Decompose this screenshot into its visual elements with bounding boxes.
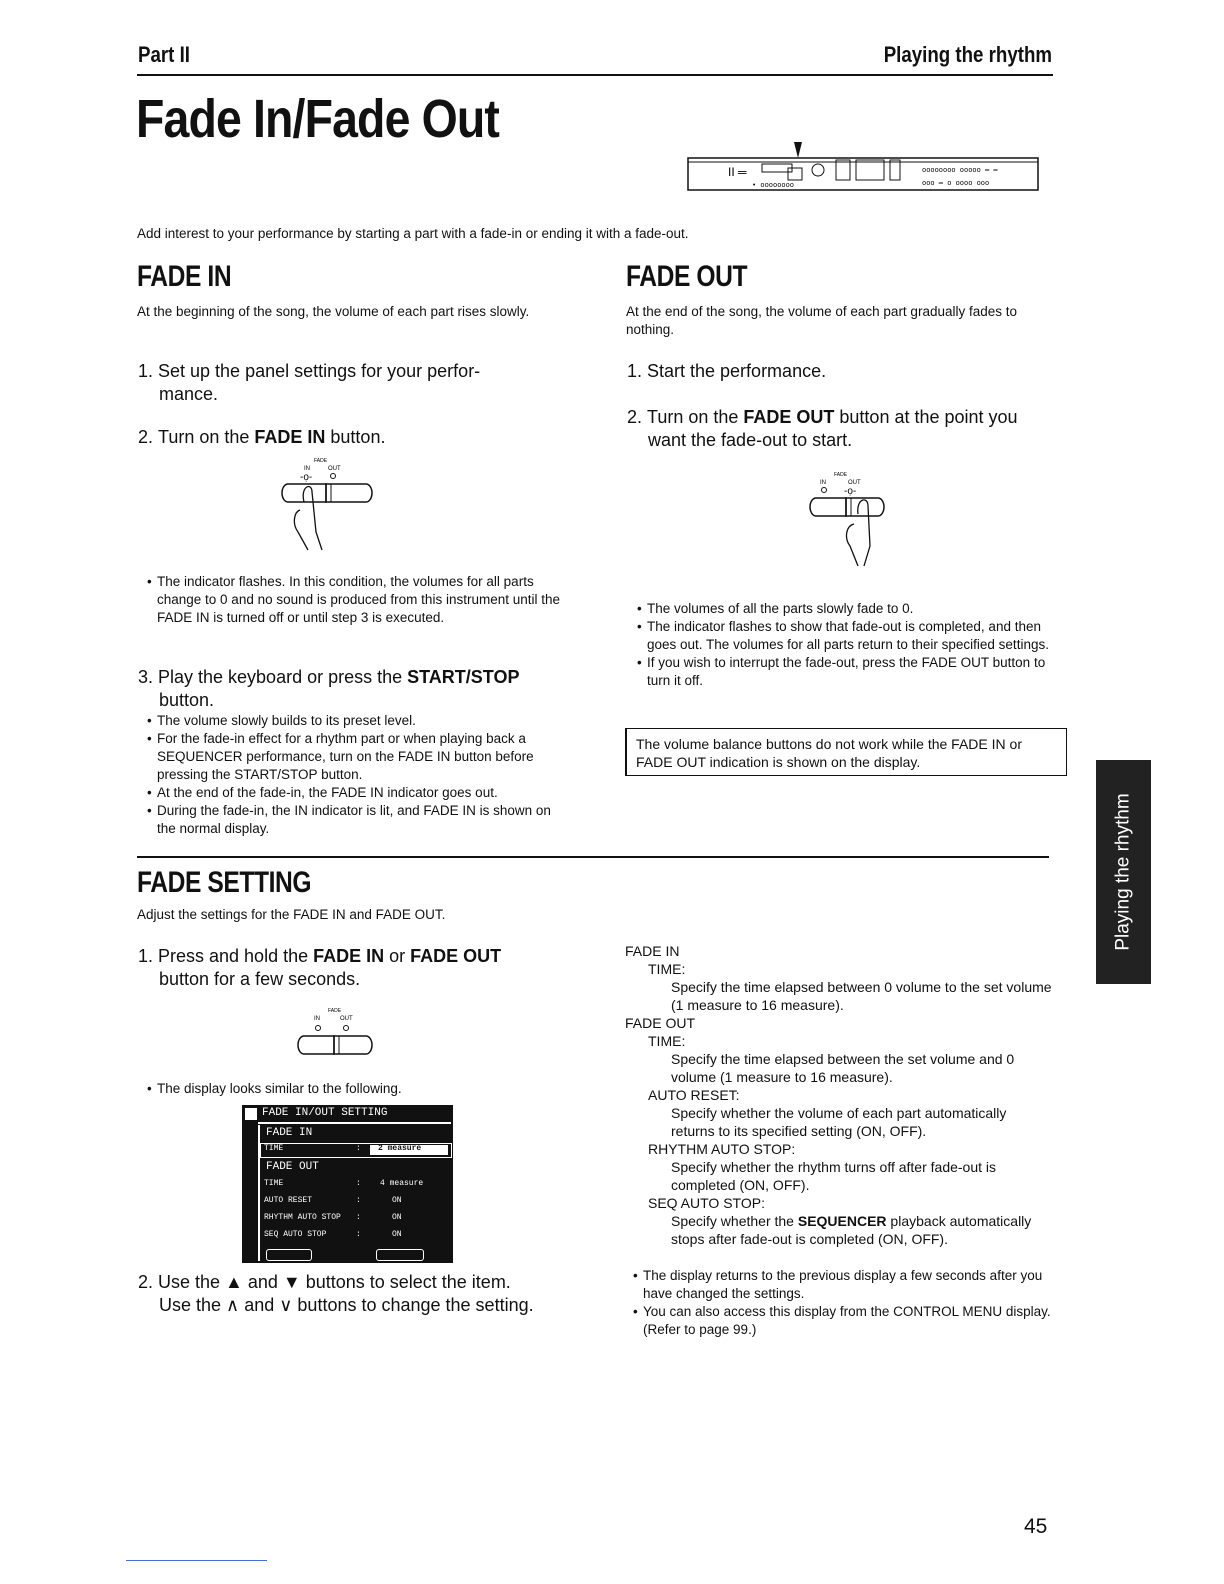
def-rhythm-stop-desc: Specify whether the rhythm turns off after fade-out is completed (ON, OFF). — [671, 1159, 997, 1193]
fade-in-step-2: 2. Turn on the FADE IN button. — [138, 427, 386, 447]
fade-setting-step-1-or: or — [384, 946, 411, 966]
fade-setting-description: Adjust the settings for the FADE IN and FADE OUT. — [137, 907, 446, 922]
fade-out-step-2-bold: FADE OUT — [743, 407, 835, 427]
def-seq-stop-desc — [625, 1212, 1053, 1248]
fade-in-step-2-bold: FADE IN — [254, 427, 326, 447]
fade-setting-step-1: 1. Press and hold the FADE IN or FADE OUT button for a few seconds. — [138, 945, 578, 991]
fade-in-step-3-bold: START/STOP — [407, 667, 520, 687]
fade-in-bullets — [147, 712, 567, 838]
lcd-auto-reset-value[interactable]: ON — [392, 1196, 402, 1205]
lcd-rhythm-stop-value[interactable]: ON — [392, 1213, 402, 1222]
def-fade-in-time: TIME: — [648, 961, 686, 977]
fade-out-step-2: 2. Turn on the FADE OUT button at the point you want the fade-out to start. — [627, 406, 1057, 452]
fade-in-step-1-line1: Set up the panel settings for your perfor- — [158, 361, 481, 381]
lcd-fade-in-label: FADE IN — [266, 1127, 313, 1139]
svg-text:OUT: OUT — [848, 480, 861, 486]
fade-out-bullet: • The indicator flashes to show that fade-out is completed, and then goes out. The volumes for all parts return to their specified settings. — [637, 618, 1052, 654]
part-label: Part II — [138, 42, 190, 67]
lcd-fade-out-time-label: TIME — [264, 1179, 284, 1188]
fade-setting-heading: FADE SETTING — [137, 866, 312, 899]
display-note-list — [147, 1080, 567, 1098]
section-divider — [137, 856, 1049, 858]
fade-in-step-2-post: button. — [325, 427, 386, 447]
def-auto-reset: AUTO RESET: — [648, 1087, 740, 1103]
svg-text:-ọ-: -ọ- — [300, 472, 313, 483]
footer-line — [126, 1560, 267, 1561]
fade-buttons-illustration — [290, 1004, 380, 1060]
lcd-fade-in-time-label: TIME — [264, 1144, 284, 1153]
setting-bullet: • The display returns to the previous display a few seconds after you have changed the settings. — [633, 1267, 1053, 1303]
svg-text:-ọ-: -ọ- — [844, 486, 857, 497]
out-label-icon: OUT — [328, 466, 341, 472]
def-seq-stop-desc-bold: SEQUENCER — [797, 1213, 887, 1229]
display-note: • The display looks similar to the following. — [147, 1080, 567, 1098]
def-auto-reset-desc: Specify whether the volume of each part automatically returns to its specified setting (ON, OFF). — [671, 1105, 1007, 1139]
svg-text:IN: IN — [314, 1016, 320, 1022]
svg-text:ooo ═ o oooo ooo: ooo ═ o oooo ooo — [922, 180, 990, 188]
setting-bullet: • You can also access this display from the CONTROL MENU display. (Refer to page 99.) — [633, 1303, 1053, 1339]
header-rule — [137, 74, 1053, 76]
svg-text:FADE: FADE — [328, 1008, 342, 1014]
svg-text:FADE: FADE — [834, 472, 848, 478]
side-tab — [1096, 760, 1151, 984]
lcd-up-down-button[interactable] — [266, 1249, 312, 1261]
lcd-fade-settings-display: FADE IN/OUT SETTING FADE IN TIME : 2 measure FADE OUT TIME : 4 measure AUTO RESET : ON RHYTHM AUTO STOP : ON SEQ AUTO STOP : ON — [242, 1105, 453, 1263]
svg-text:• oooooooo: • oooooooo — [752, 182, 795, 190]
lcd-fade-in-time-value[interactable]: 2 measure — [378, 1144, 422, 1153]
setting-definitions — [625, 942, 1053, 1248]
fade-label-icon: FADE — [314, 458, 328, 464]
intro-text: Add interest to your performance by starting a part with a fade-in or ending it with a fade-out. — [137, 226, 689, 241]
svg-text:II ═: II ═ — [728, 165, 747, 179]
fade-setting-step-2-line1: Use the ▲ and ▼ buttons to select the item. — [158, 1272, 511, 1292]
fade-out-description: At the end of the song, the volume of each part gradually fades to nothing. — [626, 304, 1018, 337]
fade-in-heading: FADE IN — [137, 260, 232, 293]
def-fade-out-time-desc: Specify the time elapsed between the set volume and 0 volume (1 measure to 16 measure). — [671, 1051, 1015, 1085]
lcd-fade-out-time-value[interactable]: 4 measure — [380, 1179, 424, 1188]
fade-in-bullet: • For the fade-in effect for a rhythm part or when playing back a SEQUENCER performance, turn on the FADE IN button before pressing the START/STOP button. — [147, 730, 567, 784]
fade-in-step-1-line2: mance. — [159, 384, 219, 404]
svg-text:IN: IN — [820, 480, 826, 486]
fade-setting-step-1-text: Press and hold the — [158, 946, 314, 966]
lcd-seq-stop-value[interactable]: ON — [392, 1230, 402, 1239]
lcd-fade-out-label: FADE OUT — [266, 1161, 319, 1173]
fade-in-step-2-text: Turn on the — [158, 427, 255, 447]
fade-out-heading: FADE OUT — [626, 260, 748, 293]
fade-in-button-press-illustration — [278, 452, 378, 562]
fade-in-description: At the beginning of the song, the volume of each part rises slowly. — [137, 304, 530, 319]
fade-out-step-1: 1. Start the performance. — [627, 361, 827, 381]
svg-text:oooooooo ooooo ═ ═: oooooooo ooooo ═ ═ — [922, 167, 998, 175]
fade-setting-step-2: 2. Use the ▲ and ▼ buttons to select the item. Use the ∧ and ∨ buttons to change the setting. — [138, 1271, 598, 1317]
fade-in-note: • The indicator flashes. In this condition, the volumes for all parts change to 0 and no sound is produced from this instrument until the FADE IN is turned off or until step 3 is executed. — [147, 573, 567, 627]
section-label: Playing the rhythm — [883, 42, 1052, 67]
volume-balance-note: The volume balance buttons do not work while the FADE IN or FADE OUT indication is shown on the display. — [625, 728, 1067, 776]
fade-out-button-press-illustration — [806, 466, 906, 576]
fade-in-step-3-text: Play the keyboard or press the — [158, 667, 408, 687]
def-seq-stop: SEQ AUTO STOP: — [648, 1195, 765, 1211]
setting-bullets — [633, 1267, 1053, 1339]
def-fade-in: FADE IN — [625, 943, 680, 959]
def-seq-stop-desc-post: playback automatically stops after fade-out is completed (ON, OFF). — [671, 1213, 1032, 1247]
def-fade-in-time-desc: Specify the time elapsed between 0 volume to the set volume (1 measure to 16 measure). — [671, 979, 1052, 1013]
fade-out-bullet: • If you wish to interrupt the fade-out, press the FADE OUT button to turn it off. — [637, 654, 1052, 690]
fade-in-bullet: • During the fade-in, the IN indicator is lit, and FADE IN is shown on the normal display. — [147, 802, 567, 838]
in-label-icon: IN — [304, 466, 310, 472]
fade-in-bullet: • At the end of the fade-in, the FADE IN indicator goes out. — [147, 784, 567, 802]
fade-out-step-2-line2: want the fade-out to start. — [648, 430, 853, 450]
fade-setting-step-1-line2: button for a few seconds. — [159, 969, 361, 989]
fade-in-step-1: 1. Set up the panel settings for your perfor- mance. — [138, 360, 568, 406]
page-title: Fade In/Fade Out — [136, 89, 499, 149]
fade-setting-step-1-bold-out: FADE OUT — [410, 946, 502, 966]
page-number: 45 — [1024, 1515, 1048, 1538]
def-rhythm-stop: RHYTHM AUTO STOP: — [648, 1141, 796, 1157]
fade-setting-step-2-line2: Use the ∧ and ∨ buttons to change the setting. — [159, 1295, 534, 1315]
fade-out-step-2-text: Turn on the — [647, 407, 744, 427]
fade-setting-step-1-bold-in: FADE IN — [313, 946, 385, 966]
lcd-value-button[interactable] — [376, 1249, 424, 1261]
fade-out-bullet: • The volumes of all the parts slowly fade to 0. — [637, 600, 1052, 618]
svg-text:OUT: OUT — [340, 1016, 353, 1022]
fade-in-note-list — [147, 573, 567, 627]
lcd-auto-reset-label: AUTO RESET — [264, 1196, 313, 1205]
def-seq-stop-desc-pre: Specify whether the — [671, 1213, 798, 1229]
fade-in-step-3-line2: button. — [159, 690, 215, 710]
fade-out-bullets — [637, 600, 1052, 690]
def-fade-out-time: TIME: — [648, 1033, 686, 1049]
lcd-rhythm-stop-label: RHYTHM AUTO STOP — [264, 1213, 341, 1222]
fade-out-step-1-text: Start the performance. — [647, 361, 827, 381]
def-fade-out: FADE OUT — [625, 1015, 696, 1031]
fade-in-bullet: • The volume slowly builds to its preset level. — [147, 712, 567, 730]
lcd-seq-stop-label: SEQ AUTO STOP — [264, 1230, 327, 1239]
menu-icon — [245, 1108, 257, 1120]
fade-out-step-2-post: button at the point you — [834, 407, 1018, 427]
side-tab-label: Playing the rhythm — [1112, 793, 1134, 951]
lcd-title: FADE IN/OUT SETTING — [262, 1107, 388, 1119]
keyboard-panel-illustration — [686, 138, 1042, 194]
fade-in-step-3: 3. Play the keyboard or press the START/STOP button. — [138, 666, 568, 712]
